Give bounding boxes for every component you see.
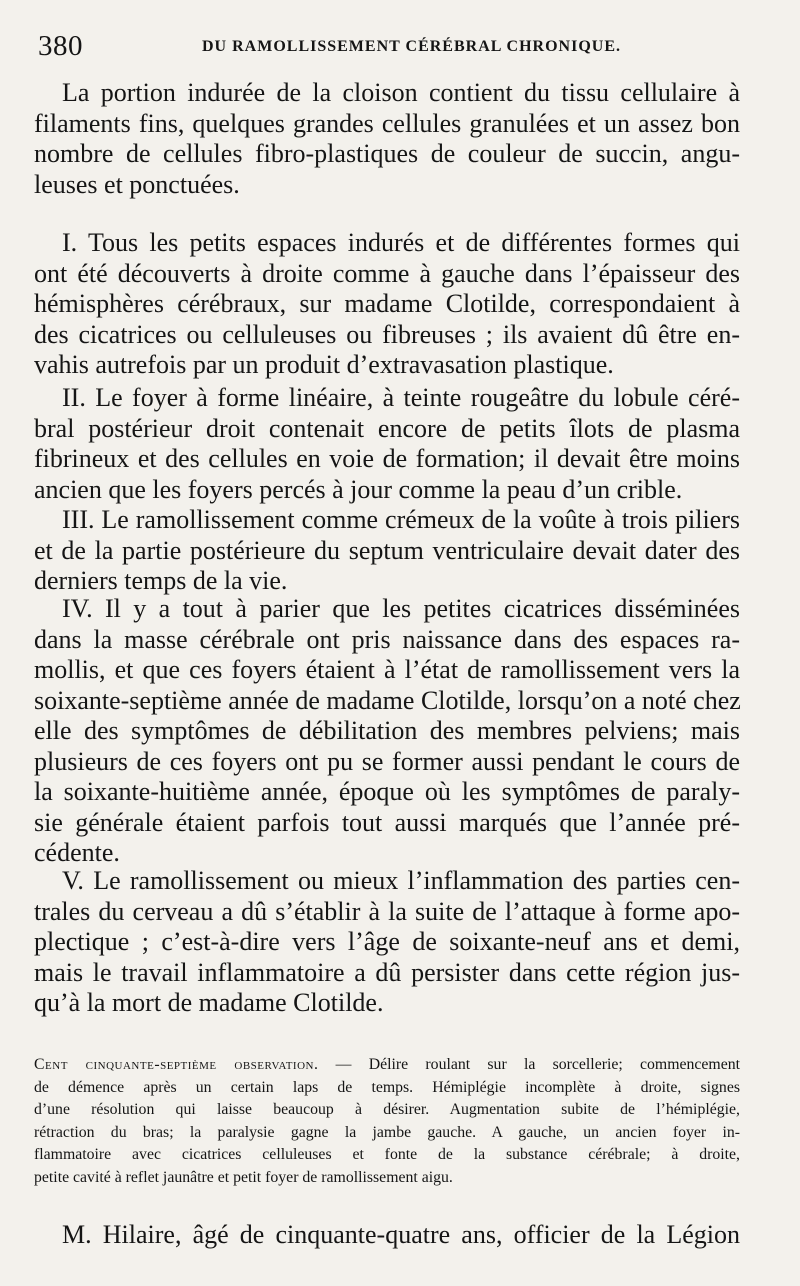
text-line: IV. Il y a tout à parier que les petites cicatrices disséminées <box>62 594 740 623</box>
observation-first-line <box>34 1054 740 1077</box>
page-header <box>38 30 740 60</box>
text-line: ancien que les foyers percés à jour comme la peau d’un crible. <box>34 474 683 504</box>
text-line: et de la partie postérieure du septum ventriculaire devait dater des <box>34 535 740 565</box>
paragraph-conclusion-3 <box>34 505 740 597</box>
text-line: mais le travail inflammatoire a dû persister dans cette région jus- <box>34 957 740 987</box>
text-line: des cicatrices ou celluleuses ou fibreuses ; ils avaient dû être en- <box>34 319 740 349</box>
paragraph-conclusion-5 <box>34 866 740 1019</box>
text-line: fibrineux et des cellules en voie de formation; il devait être moins <box>34 444 740 473</box>
observation-heading: Cent cinquante-septième observation. <box>34 1056 319 1073</box>
text-line: La portion indurée de la cloison contient du tissu cellulaire à <box>62 78 740 107</box>
text-line: dans la masse cérébrale ont pris naissance dans des espaces ra- <box>34 624 740 654</box>
text-line: trales du cerveau a dû s’établir à la suite de l’attaque à forme apo- <box>34 896 740 926</box>
text-line: M. Hilaire, âgé de cinquante-quatre ans, officier de la Légion <box>62 1220 740 1249</box>
text-line: qu’à la mort de madame Clotilde. <box>34 988 384 1017</box>
text-line: leuses et ponctuées. <box>34 169 240 199</box>
text-line: cédente. <box>34 838 120 867</box>
text-line: II. Le foyer à forme linéaire, à teinte rougeâtre du lobule céré- <box>62 383 740 412</box>
text-line: d’une résolution qui laisse beaucoup à désirer. Augmentation subite de l’hémiplégie, <box>34 1101 740 1118</box>
paragraph-conclusion-2 <box>34 383 740 505</box>
text-line: sie générale étaient parfois tout aussi marqués que l’année pré- <box>34 807 740 837</box>
text-line: III. Le ramollissement comme crémeux de la voûte à trois piliers <box>62 505 740 534</box>
text-line: mollis, et que ces foyers étaient à l’état de ramollissement vers la <box>34 655 740 684</box>
text-line: soixante-septième année de madame Clotilde, lorsqu’on a noté chez <box>34 685 741 715</box>
paragraph-conclusion-1 <box>34 228 740 381</box>
text-line: elle des symptômes de débilitation des membres pelviens; mais <box>34 716 740 745</box>
text-line: la soixante-huitième année, époque où les symptômes de paraly- <box>34 777 740 806</box>
paragraph-intro <box>34 78 740 200</box>
text-line: filaments fins, quelques grandes cellules granulées et un assez bon <box>34 108 740 138</box>
text-line: nombre de cellules fibro-plastiques de couleur de succin, angu- <box>34 139 740 168</box>
text-line: flammatoire avec cicatrices celluleuses et fonte de la substance cérébrale; à droite, <box>34 1146 740 1163</box>
text-line: hémisphères cérébraux, sur madame Clotilde, correspondaient à <box>34 289 740 318</box>
text-line: bral postérieur droit contenait encore de petits îlots de plasma <box>34 413 740 443</box>
text-line: de démence après un certain laps de temps. Hémiplégie incomplète à droite, signes <box>34 1078 740 1096</box>
text-line: I. Tous les petits espaces indurés et de différentes formes qui <box>62 228 740 257</box>
text-line: plectique ; c’est-à-dire vers l’âge de soixante-neuf ans et demi, <box>34 927 740 956</box>
observation-summary <box>34 1054 740 1189</box>
text-line: derniers temps de la vie. <box>34 566 288 595</box>
text-line: plusieurs de ces foyers ont pu se former aussi pendant le cours de <box>34 746 740 776</box>
text-line: rétraction du bras; la paralysie gagne la jambe gauche. A gauche, un ancien foyer in- <box>34 1123 740 1141</box>
text-line: — Délire roulant sur la sorcellerie; commencement <box>335 1056 740 1073</box>
paragraph-conclusion-4 <box>34 594 740 869</box>
page-number: 380 <box>38 30 83 62</box>
text-line: V. Le ramollissement ou mieux l’inflammation des parties cen- <box>62 866 740 895</box>
text-line: petite cavité à reflet jaunâtre et petit foyer de ramollissement aigu. <box>34 1168 453 1186</box>
paragraph-case-start <box>34 1220 740 1251</box>
text-line: ont été découverts à droite comme à gauche dans l’épaisseur des <box>34 258 740 288</box>
running-title: DU RAMOLLISSEMENT CÉRÉBRAL CHRONIQUE. <box>202 38 621 55</box>
text-line: vahis autrefois par un produit d’extravasation plastique. <box>34 350 614 379</box>
